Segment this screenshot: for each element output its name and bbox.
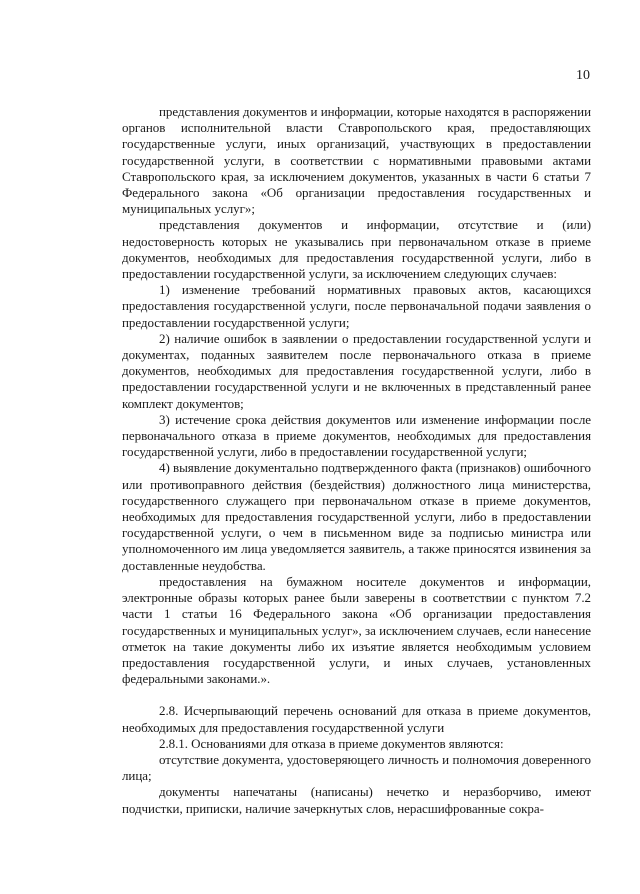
list-item: 3) истечение срока действия документов или изменение информации после первоначального отказа в приеме документов, необходимых для предоставления государственной услуги, либо в предоставлении государственной услуги; bbox=[122, 411, 591, 460]
paragraph: представления документов и информации, которые находятся в распоряжении органов исполнительной власти Ставропольского края, предоставляющих государственные услуги, иных организаций, участвующих в предоставлении государственной услуги, в соответствии с нормативными правовыми актами Ставропольского края, за исключением документов, указанных в части 6 статьи 7 Федерального закона «Об организации предоставления государственных и муниципальных услуг»; bbox=[122, 104, 591, 217]
paragraph: предоставления на бумажном носителе документов и информации, электронные образы которых ранее были заверены в соответствии с пунктом 7.2 части 1 статьи 16 Федерального закона «Об организации предоставления государственных и муниципальных услуг», за исключением случаев, если нанесение отметок на такие документы либо их изъятие является необходимым условием предоставления государственной услуги, и иных случаев, установленных федеральными законами.». bbox=[122, 573, 591, 687]
list-item: 2) наличие ошибок в заявлении о предоставлении государственной услуги и документах, поданных заявителем после первоначального отказа в приеме документов, необходимых для предоставления государственной услуги, либо в предоставлении государственной услуги и не включенных в представленный ранее комплект документов; bbox=[122, 330, 591, 411]
paragraph: 2.8.1. Основаниями для отказа в приеме документов являются: bbox=[159, 735, 504, 751]
page-number: 10 bbox=[576, 68, 590, 83]
section-heading: 2.8. Исчерпывающий перечень оснований для отказа в приеме документов, необходимых для предоставления государственной услуги bbox=[122, 703, 591, 735]
document-body bbox=[122, 104, 591, 817]
paragraph: отсутствие документа, удостоверяющего личность и полномочия доверенного лица; bbox=[122, 751, 591, 784]
list-item: 4) выявление документально подтвержденного факта (признаков) ошибочного или противоправного действия (бездействия) должностного лица министерства, государственного служащего при первоначальном отказе в приеме документов, необходимых для предоставления государственной услуги, либо в предоставлении государственной услуги, о чем в письменном виде за подписью министра или уполномоченного им лица уведомляется заявитель, а также приносятся извинения за доставленные неудобства. bbox=[122, 460, 591, 573]
paragraph: документы напечатаны (написаны) нечетко и неразборчиво, имеют подчистки, приписки, наличие зачеркнутых слов, нерасшифрованные сокра- bbox=[122, 784, 591, 816]
paragraph: представления документов и информации, отсутствие и (или) недостоверность которых не указывались при первоначальном отказе в приеме документов, необходимых для предоставления государственной услуги, либо в предоставлении государственной услуги, за исключением следующих случаев: bbox=[122, 217, 591, 282]
list-item: 1) изменение требований нормативных правовых актов, касающихся предоставления государственной услуги, после первоначальной подачи заявления о предоставлении государственной услуги; bbox=[122, 282, 591, 330]
